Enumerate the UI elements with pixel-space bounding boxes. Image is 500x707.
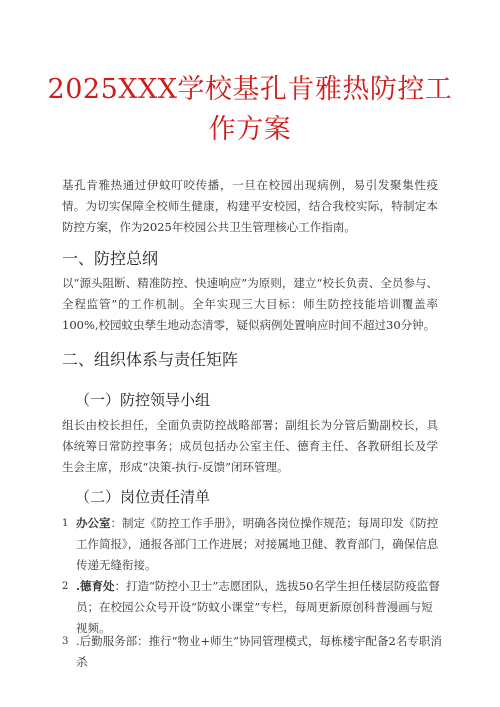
list-item [62, 513, 442, 576]
list-item [62, 631, 442, 673]
list-item-number: 1 [62, 518, 69, 529]
subsection-heading-responsibilities: （二）岗位责任清单 [75, 488, 211, 506]
list-item-separator: ： [114, 579, 127, 593]
overview-paragraph: 以“源头阻断、精准防控、快速响应”为原则，建立“校长负责、全员参与、全程监管”的工作机制。全年实现三大目标：师生防控技能培训覆盖率100%,校园蚊虫孳生地动态清零，疑似病例处置响应时间不超过30分钟。 [62, 276, 438, 332]
list-item [62, 576, 442, 639]
section-heading-overview: 一、防控总纲 [62, 249, 159, 268]
list-item-number: 2 [62, 581, 69, 592]
list-item-label: 办公室 [76, 516, 111, 530]
subsection-heading-leadership: （一）防控领导小组 [75, 391, 211, 409]
intro-paragraph: 基孔肯雅热通过伊蚊叮咬传播，一旦在校园出现病例，易引发聚集性疫情。为切实保障全校师生健康，构建平安校园，结合我校实际，特制定本防控方案，作为2025年校园公共卫生管理核心工作指南。 [62, 178, 438, 234]
list-item-text: 推行“物业+师生”协同管理模式，每栋楼宇配备2名专职消杀 [76, 634, 442, 669]
list-item-number: 3 [62, 636, 69, 647]
document-title: 2025XXX学校基孔肯雅热防控工作方案 [47, 74, 453, 145]
list-item-label: .德育处 [76, 579, 115, 593]
leadership-paragraph: 组长由校长担任，全面负责防控战略部署；副组长为分管后勤副校长，具体统筹日常防控事务；成员包括办公室主任、德育主任、各教研组长及学生会主席，形成“决策-执行-反馈”闭环管理。 [62, 418, 438, 474]
list-item-text: 打造“防控小卫士”志愿团队，选拔50名学生担任楼层防疫监督员；在校园公众号开设“防蚊小课堂”专栏，每周更新原创科普漫画与短视频。 [76, 579, 440, 635]
list-item-separator: ： [137, 634, 149, 648]
list-item-label: .后勤服务部 [76, 634, 138, 648]
section-heading-organization: 二、组织体系与责任矩阵 [62, 350, 239, 369]
list-item-text: 制定《防控工作手册》，明确各岗位操作规范；每周印发《防控工作简报》，通报各部门工作进展；对接属地卫健、教育部门，确保信息传递无缝衔接。 [76, 516, 439, 572]
list-item-separator: ： [110, 516, 122, 530]
